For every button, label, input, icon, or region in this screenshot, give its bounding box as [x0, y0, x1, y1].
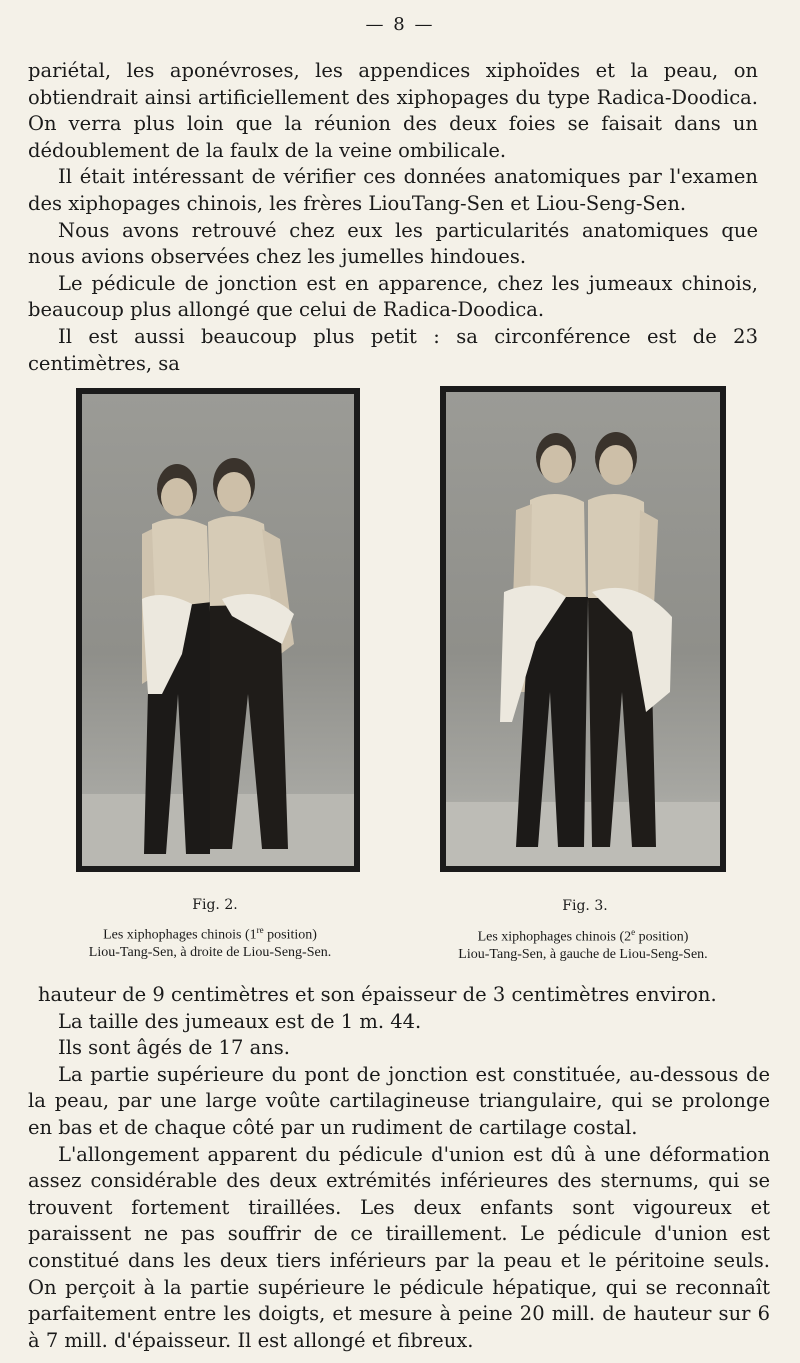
paragraph: L'allongement apparent du pédicule d'union est dû à une déformation assez considérable des deux extrémités inférieures des sternums, qui se trouvent fortement tiraillées. Les deux enfants sont vigoureux et paraissent ne pas souffrir de ce tiraillement. Le pédicule d'union est constitué dans les deux tiers inférieurs par la peau et le péritoine seuls. On perçoit à la partie supérieure le pédicule hépatique, qui se reconnaît parfaitement entre les doigts, et mesure à peine 20 mill. de hauteur sur 6 à 7 mill. d'épaisseur. Il est allongé et fibreux. [28, 1142, 770, 1352]
paragraph: Ils sont âgés de 17 ans. [58, 1036, 290, 1060]
paragraph: hauteur de 9 centimètres et son épaisseur de 3 centimètres environ. [38, 983, 717, 1006]
photo-conjoined-twins-position-1 [82, 394, 354, 866]
paragraph: La taille des jumeaux est de 1 m. 44. [58, 1009, 422, 1033]
caption-text: position) [635, 929, 689, 945]
figure-2-label: Fig. 2. [192, 897, 238, 913]
caption-sup: re [256, 925, 264, 935]
paragraph: La partie supérieure du pont de jonction est constituée, au-dessous de la peau, par une large voûte cartilagineuse triangulaire, qui se prolonge en bas et de chaque côté par un rudiment de cartilage costal. [28, 1062, 770, 1139]
caption-line: Liou-Tang-Sen, à droite de Liou-Seng-Sen. [88, 944, 332, 960]
photo-conjoined-twins-position-2 [446, 392, 720, 866]
paragraph: Le pédicule de jonction est en apparence, chez les jumeaux chinois, beaucoup plus allongé que celui de Radica-Doodica. [28, 271, 758, 322]
page-number: — 8 — [365, 14, 435, 35]
paragraph: Il est aussi beaucoup plus petit : sa circonférence est de 23 centimètres, sa [28, 324, 758, 375]
caption-text: position) [263, 927, 317, 943]
paragraph: Il était intéressant de vérifier ces données anatomiques par l'examen des xiphopages chinois, les frères LiouTang-Sen et Liou-Seng-Sen. [28, 165, 758, 215]
caption-line: Liou-Tang-Sen, à gauche de Liou-Seng-Sen. [458, 946, 708, 962]
caption-sup: e [631, 927, 636, 937]
figure-2-caption [40, 922, 380, 961]
paragraph: pariétal, les aponévroses, les appendices xiphoïdes et la peau, on obtiendrait ainsi artificiellement des xiphopages du type Radica-Doodica. On verra plus loin que la réunion des deux foies se faisait dans un dédoublement de la faulx de la veine ombilicale. [28, 59, 758, 162]
top-text-block [28, 58, 758, 377]
caption-text: Les xiphophages chinois (2 [477, 929, 632, 945]
bottom-text-block [28, 982, 770, 1354]
figure-3-caption [408, 924, 758, 963]
paragraph: Nous avons retrouvé chez eux les particularités anatomiques que nous avions observées chez les jumelles hindoues. [28, 218, 758, 269]
caption-text: Les xiphophages chinois (1 [103, 927, 257, 943]
caption-line [40, 922, 380, 944]
figure-3-photo [440, 386, 726, 872]
figure-3-label: Fig. 3. [562, 898, 608, 914]
figure-2-photo [76, 388, 360, 872]
caption-line [408, 924, 758, 946]
